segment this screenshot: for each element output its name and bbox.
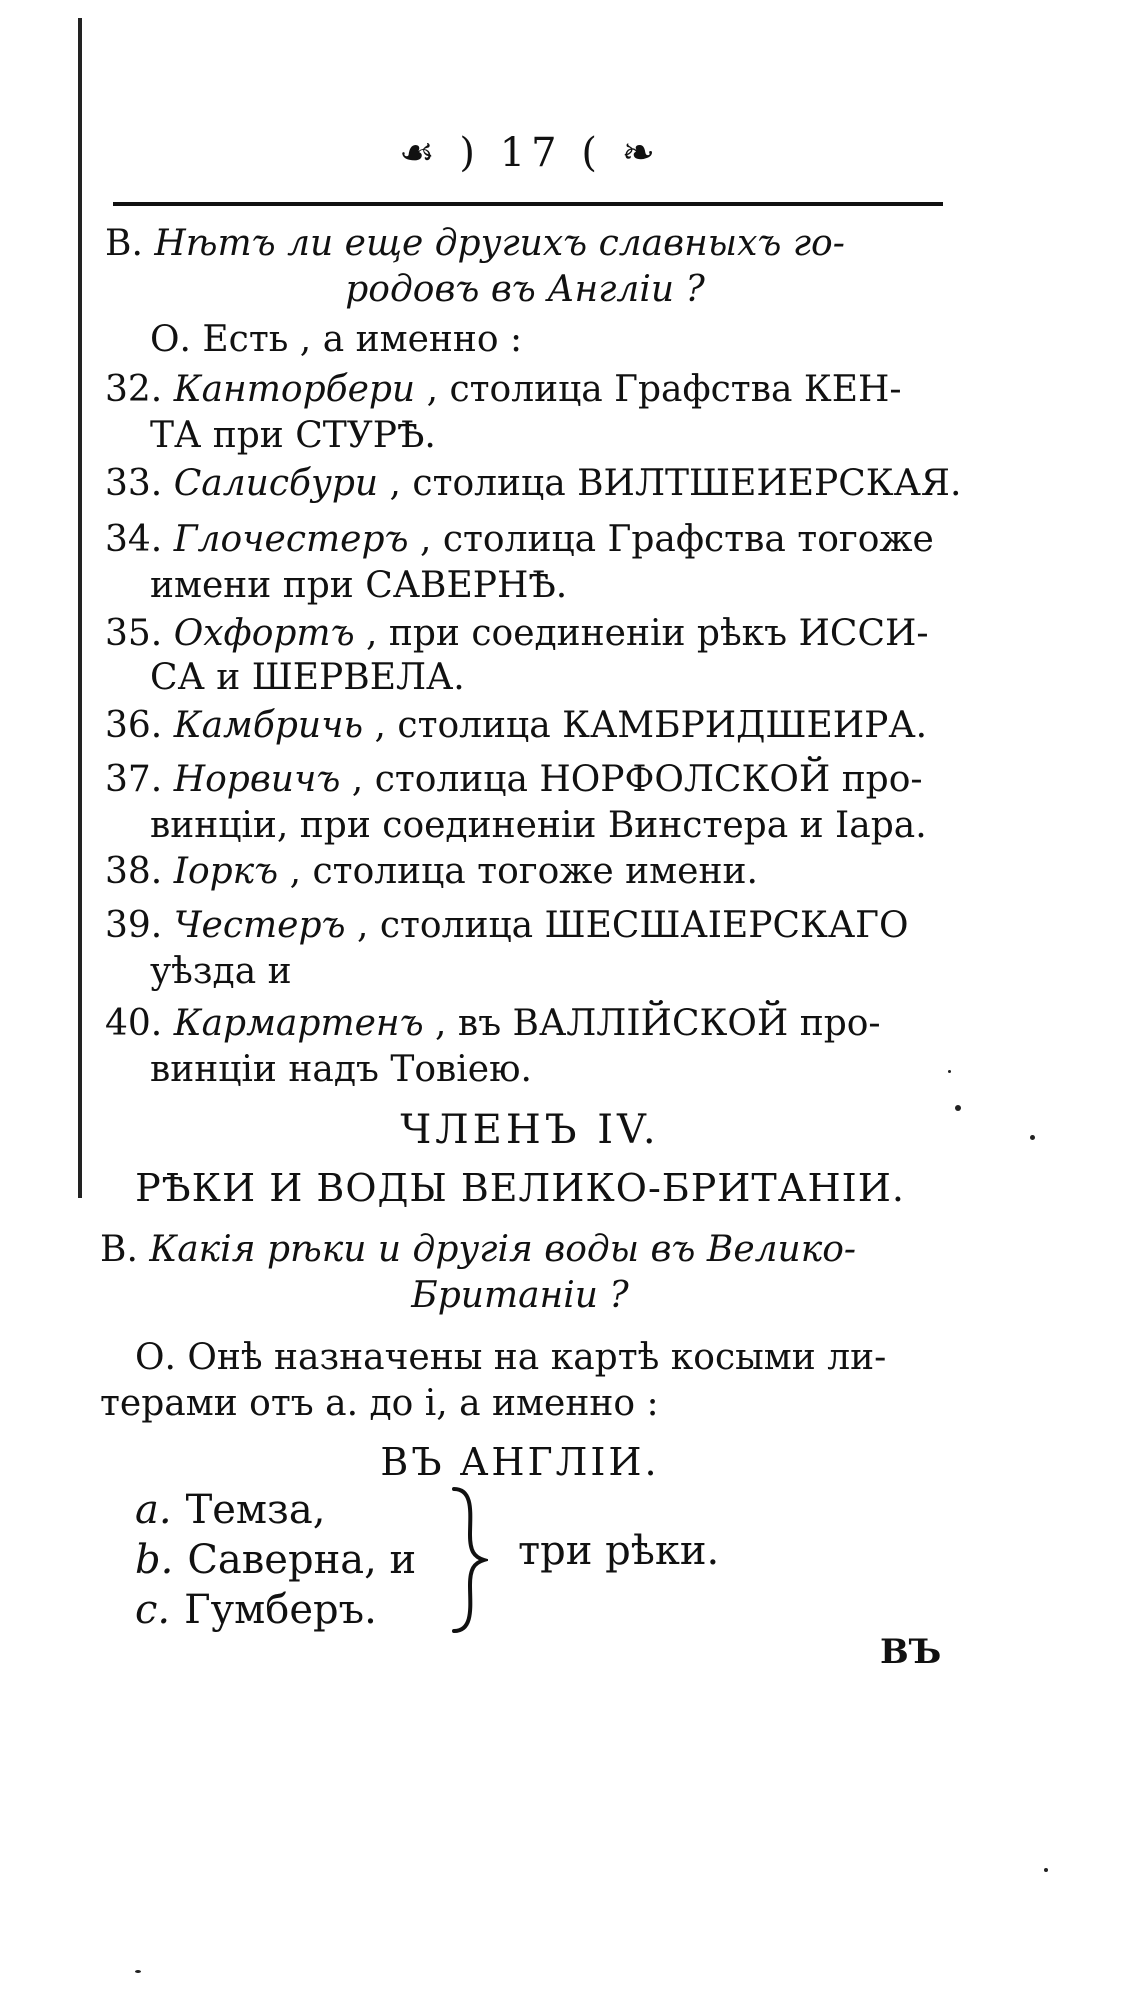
list-item-32-continued: ТА при СТУРѢ. [150,415,436,456]
rivers-note: три рѣки. [518,1528,720,1574]
city-name: Глочестеръ [173,519,409,560]
list-item-37 [105,758,945,802]
list-item-34 [105,518,945,562]
item-number: 37. [105,759,163,800]
question-prefix: В. [105,223,143,264]
question-prefix: В. [100,1229,138,1270]
city-name: Норвичъ [173,759,341,800]
river-letter: c. [135,1587,171,1633]
item-text: , столица тогоже имени. [278,851,758,892]
list-item-34-continued: имени при САВЕРНѢ. [150,565,568,606]
city-name: Салисбури [173,463,379,504]
header-rule [113,202,943,206]
list-item-33 [105,462,962,506]
list-item-37-continued: винціи, при соединеніи Винстера и Іара. [150,805,927,846]
item-number: 36. [105,705,163,746]
item-text: , столица НОРФОЛСКОЙ про- [340,759,923,800]
city-name: Охфортъ [173,613,355,654]
river-item [135,1586,377,1634]
item-text: , столица КАМБРИДШЕИРА. [363,705,928,746]
curly-brace-icon [448,1485,488,1635]
list-item-40-continued: винціи надъ Товіею. [150,1049,532,1090]
answer-2-line-2: терами отъ а. до і, а именно : [100,1383,659,1424]
paper-speck [955,1105,961,1111]
list-item-40 [105,1002,945,1046]
river-letter: b. [135,1537,174,1583]
river-name: Гумберъ. [184,1587,377,1633]
city-name: Честеръ [173,905,346,946]
question-2-line-2: Британіи ? [411,1275,629,1316]
catchword: ВЪ [880,1632,942,1672]
item-number: 39. [105,905,163,946]
item-text: , при соединеніи рѣкъ ИССИ- [354,613,929,654]
list-item-35-continued: СА и ШЕРВЕЛА. [150,657,465,698]
answer-1: О. Есть , а именно : [150,319,523,360]
city-name: Іоркъ [173,851,279,892]
river-name: Темза, [185,1487,326,1533]
item-text: , столица Графства тогоже [408,519,934,560]
river-name: Саверна, и [187,1537,417,1583]
item-number: 34. [105,519,163,560]
item-text: , столица ВИЛТШЕИЕРСКАЯ. [378,463,962,504]
list-item-39-continued: уѣзда и [150,951,292,992]
item-text: , въ ВАЛЛІЙСКОЙ про- [423,1003,881,1044]
answer-2-line-1: О. Онѣ назначены на картѣ косыми ли- [135,1337,887,1378]
header-ornament-right: ( ❧ [581,130,662,176]
page-number: 17 [499,130,563,176]
paper-speck [948,1070,951,1073]
item-number: 35. [105,613,163,654]
city-name: Кармартенъ [173,1003,424,1044]
item-number: 40. [105,1003,163,1044]
item-text: , столица ШЕСШАІЕРСКАГО [345,905,909,946]
question-1-line-1 [105,222,945,266]
river-item [135,1536,416,1584]
question-text: Какія рѣки и другія воды въ Велико- [149,1229,857,1270]
subheading: ВЪ АНГЛІИ. [380,1440,660,1484]
question-text: Нѣтъ ли еще другихъ славныхъ го- [154,223,845,264]
city-name: Канторбери [173,369,416,410]
section-title: РѢКИ И ВОДЫ ВЕЛИКО-БРИТАНІИ. [135,1166,905,1210]
river-item [135,1486,325,1534]
item-number: 33. [105,463,163,504]
city-name: Камбричь [173,705,364,746]
chapter-title: ЧЛЕНЪ IV. [400,1107,660,1153]
page-binding-edge [78,18,82,1198]
list-item-39 [105,904,945,948]
question-2-line-1 [100,1228,940,1272]
item-number: 32. [105,369,163,410]
question-1-line-2: родовъ въ Англіи ? [345,269,705,310]
paper-speck [1044,1868,1048,1872]
paper-speck [135,1970,141,1973]
paper-speck [1030,1135,1035,1140]
page-header [110,130,950,176]
item-text: , столица Графства КЕН- [415,369,902,410]
list-item-36 [105,704,945,748]
river-letter: a. [135,1487,172,1533]
item-number: 38. [105,851,163,892]
list-item-35 [105,612,945,656]
list-item-32 [105,368,945,412]
list-item-38 [105,850,945,894]
header-ornament-left: ☙ ) [398,130,481,176]
